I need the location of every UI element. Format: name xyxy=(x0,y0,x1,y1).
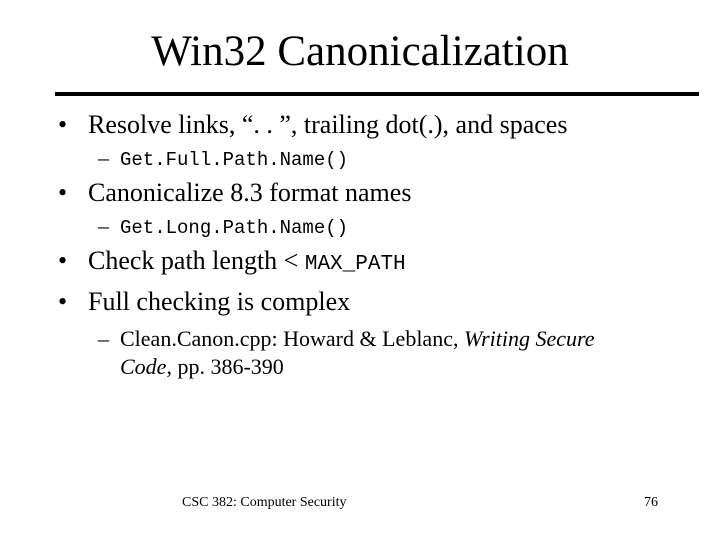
dash-glyph: – xyxy=(98,213,109,238)
bullet-resolve-links xyxy=(58,109,567,141)
sub-item-getfullpathname xyxy=(98,144,348,174)
slide-title: Win32 Canonicalization xyxy=(151,28,569,75)
sub-item-getlongpathname xyxy=(98,212,348,242)
page-number: 76 xyxy=(644,495,658,510)
footer-course: CSC 382: Computer Security xyxy=(182,495,347,510)
bullet-text: Canonicalize 8.3 format names xyxy=(88,178,412,207)
dash-glyph: – xyxy=(98,145,109,170)
bullet-full-checking xyxy=(58,286,350,318)
bullet-glyph: • xyxy=(58,287,68,316)
bullet-glyph: • xyxy=(58,246,68,275)
sub-item-reference xyxy=(98,325,595,353)
code-text: Get.Full.Path.Name() xyxy=(120,149,349,171)
bullet-glyph: • xyxy=(58,110,68,139)
bullet-text: Full checking is complex xyxy=(88,287,351,316)
code-text: MAX_PATH xyxy=(304,253,406,276)
bullet-glyph: • xyxy=(58,178,68,207)
page-range: pp. 386-390 xyxy=(171,354,284,379)
dash-glyph: – xyxy=(98,326,109,351)
bullet-text: Resolve links, “. . ”, trailing dot(.), and spaces xyxy=(88,110,568,139)
book-title: Writing Secure xyxy=(463,326,595,351)
bullet-path-length xyxy=(58,245,406,281)
title-divider xyxy=(55,92,699,96)
sub-item-reference-cont xyxy=(120,353,284,381)
code-text: Get.Long.Path.Name() xyxy=(120,217,349,239)
bullet-text: Check path length < xyxy=(88,246,305,275)
book-title-cont: Code, xyxy=(120,354,172,379)
reference-text: Clean.Canon.cpp: Howard & Leblanc, xyxy=(120,326,464,351)
bullet-canonicalize xyxy=(58,177,411,209)
